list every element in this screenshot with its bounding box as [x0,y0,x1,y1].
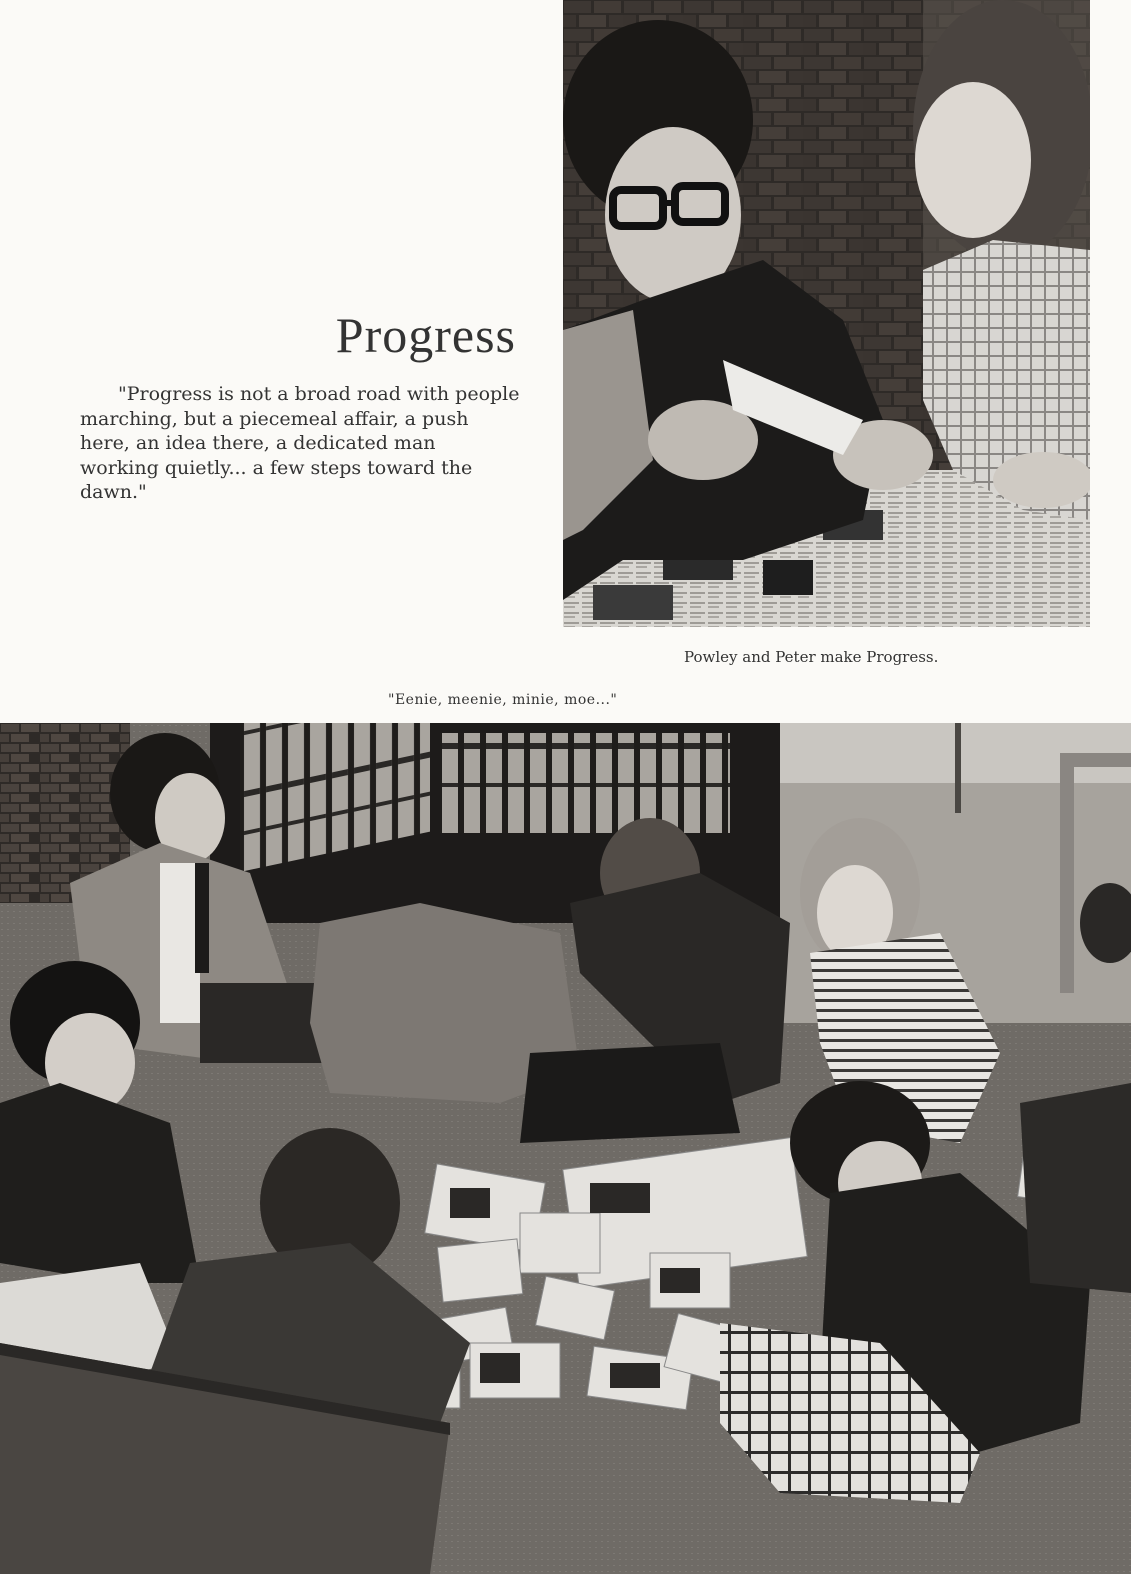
page-title: Progress [335,307,516,363]
top-photo-caption: Powley and Peter make Progress. [684,648,939,666]
top-photo [563,0,1090,627]
bottom-photo [0,723,1131,1574]
intro-quote: "Progress is not a broad road with people marching, but a piecemeal affair, a push here, an idea there, a dedicated man working quietly... a few steps toward the dawn." [80,383,520,503]
bottom-photo-image [0,723,1131,1574]
bottom-photo-caption: "Eenie, meenie, minie, moe..." [388,692,618,708]
top-photo-image [563,0,1090,627]
